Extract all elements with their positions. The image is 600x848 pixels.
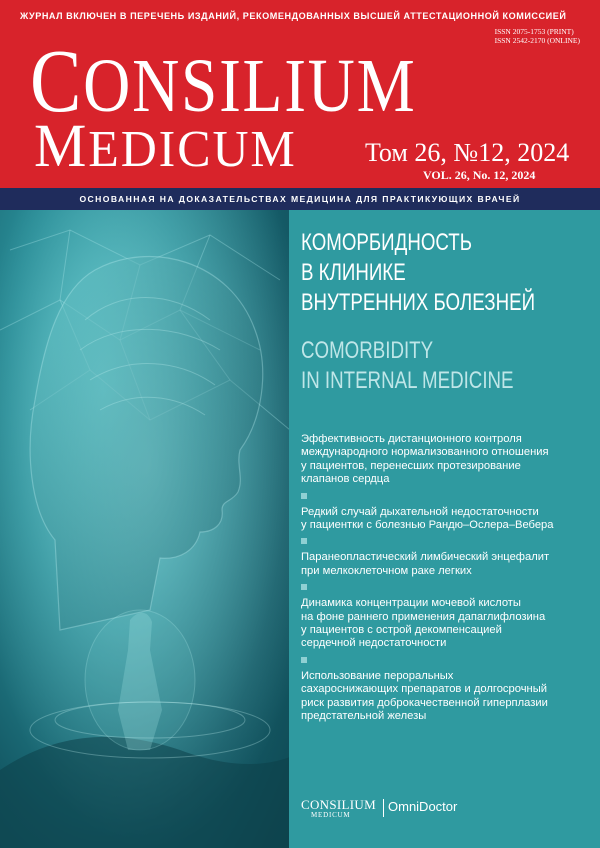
article-line: Использование пероральных <box>301 669 454 682</box>
article-line: Паранеопластический лимбический энцефалит <box>301 551 550 564</box>
theme-title-ru-line: В КЛИНИКЕ <box>301 259 406 286</box>
hac-notice: ЖУРНАЛ ВКЛЮЧЕН В ПЕРЕЧЕНЬ ИЗДАНИЙ, РЕКОМЕНДОВАННЫХ ВЫСШЕЙ АТТЕСТАЦИОННОЙ КОМИССИЕЙ <box>20 11 567 21</box>
article-line: на фоне раннего применения дапаглифлозина <box>301 610 546 623</box>
omnidoctor-logo: OmniDoctor <box>388 799 458 814</box>
issn-block <box>495 27 580 45</box>
bullet-separator <box>301 584 307 590</box>
article-item <box>301 597 593 651</box>
logo-medicum-rest: EDICUM <box>88 121 297 178</box>
article-item <box>301 670 593 724</box>
logo-consilium-rest: ONSILIUM <box>83 44 417 128</box>
theme-title-en-line: IN INTERNAL MEDICINE <box>301 367 514 394</box>
article-item <box>301 551 593 578</box>
logo-divider <box>383 799 384 817</box>
theme-title-ru <box>301 228 535 318</box>
publisher-logo-main: CONSILIUM <box>301 797 376 812</box>
logo-medicum <box>34 112 297 180</box>
article-line: у пациентки с болезнью Рандю–Ослера–Вебера <box>301 519 554 532</box>
issn-print: ISSN 2075-1753 (PRINT) <box>494 27 574 36</box>
article-item <box>301 506 593 533</box>
article-line: Эффективность дистанционного контроля <box>301 433 522 445</box>
article-line: международного нормализованного отношения <box>301 446 549 459</box>
theme-title-ru-line: КОМОРБИДНОСТЬ <box>301 229 473 256</box>
volume-ru: Том 26, №12, 2024 <box>365 138 570 167</box>
bullet-separator <box>301 657 307 663</box>
logo-medicum-cap: M <box>34 112 89 180</box>
bullet-separator <box>301 493 307 499</box>
article-line: риск развития доброкачественной гиперплазии <box>301 696 548 709</box>
article-line: Динамика концентрации мочевой кислоты <box>301 597 521 610</box>
article-line: предстательной железы <box>301 710 427 723</box>
tagline: ОСНОВАННАЯ НА ДОКАЗАТЕЛЬСТВАХ МЕДИЦИНА ДЛЯ ПРАКТИКУЮЩИХ ВРАЧЕЙ <box>79 194 521 204</box>
article-line: у пациентов с острой декомпенсацией <box>301 624 502 637</box>
volume-en: VOL. 26, No. 12, 2024 <box>423 168 536 182</box>
article-line: сахароснижающих препаратов и долгосрочный <box>301 683 548 696</box>
theme-title-en-line: COMORBIDITY <box>301 337 434 364</box>
publisher-logo-sub: MEDICUM <box>311 811 351 819</box>
article-line: при мелкоклеточном раке легких <box>301 564 472 577</box>
human-head-illustration <box>0 210 295 848</box>
article-list <box>301 433 593 724</box>
issn-online: ISSN 2542-2170 (ONLINE) <box>494 36 580 45</box>
article-line: Редкий случай дыхательной недостаточности <box>301 505 539 518</box>
article-line: у пациентов, перенесших протезирование <box>301 459 521 472</box>
bullet-separator <box>301 538 307 544</box>
tagline-band <box>0 188 600 210</box>
cover-illustration <box>0 210 295 848</box>
theme-title-ru-line: ВНУТРЕННИХ БОЛЕЗНЕЙ <box>301 289 536 316</box>
cover-header <box>0 0 600 188</box>
article-line: сердечной недостаточности <box>301 637 447 650</box>
theme-title-en <box>301 336 514 396</box>
article-line: клапанов сердца <box>301 473 390 486</box>
article-item <box>301 433 593 487</box>
logo-consilium-cap: C <box>30 32 84 131</box>
